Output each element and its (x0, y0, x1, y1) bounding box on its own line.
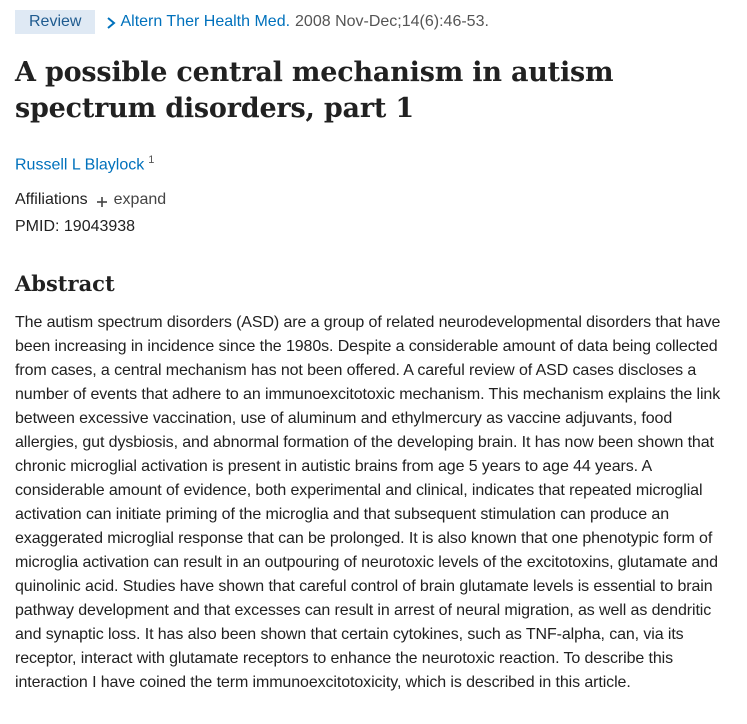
affiliations-row (15, 190, 739, 210)
abstract-heading: Abstract (15, 271, 115, 297)
journal-link[interactable]: Altern Ther Health Med. (120, 13, 291, 30)
abstract-text: The autism spectrum disorders (ASD) are a group of related neurodevelopmental disorders that have been increasing in incidence since the 1980s. Despite a considerable amount of data being collected from cases, a central mechanism has not been offered. A careful review of ASD cases discloses a number of events that adhere to an immunoexcitotoxic mechanism. This mechanism explains the link between excessive vaccination, use of aluminum and ethylmercury as vaccine adjuvants, food allergies, gut dysbiosis, and abnormal formation of the developing brain. It has now been shown that chronic microglial activation is present in autistic brains from age 5 years to age 44 years. A considerable amount of evidence, both experimental and clinical, indicates that repeated microglial activation can initiate priming of the microglia and that subsequent stimulation can produce an exaggerated microglial response that can be prolonged. It is also known that one phenotypic form of microglia activation can result in an outpouring of neurotoxic levels of the excitotoxins, glutamate and quinolinic acid. Studies have shown that careful control of brain glutamate levels is essential to brain pathway development and that excesses can result in arrest of neural migration, as well as dendritic and synaptic loss. It has also been shown that certain cytokines, such as TNF-alpha, can, via its receptor, interact with glutamate receptors to enhance the neurotoxic reaction. To describe this interaction I have coined the term immunoexcitotoxicity, which is described in this article. (15, 314, 721, 692)
plus-icon (96, 194, 108, 206)
pmid: PMID: 19043938 (15, 218, 136, 236)
affiliation-ref[interactable]: 1 (148, 154, 155, 166)
expand-affiliations-button[interactable] (96, 190, 167, 210)
author-link[interactable]: Russell L Blaylock (15, 156, 145, 174)
article-title: A possible central mechanism in autism spectrum disorders, part 1 (15, 57, 614, 124)
review-badge: Review (15, 10, 95, 34)
citation-line (15, 10, 739, 34)
expand-label: expand (113, 191, 167, 209)
chevron-right-icon[interactable] (105, 16, 117, 30)
affiliations-label: Affiliations (15, 191, 88, 209)
article-page (15, 10, 739, 695)
authors-list (15, 150, 739, 175)
citation-details: 2008 Nov-Dec;14(6):46-53. (295, 13, 489, 30)
